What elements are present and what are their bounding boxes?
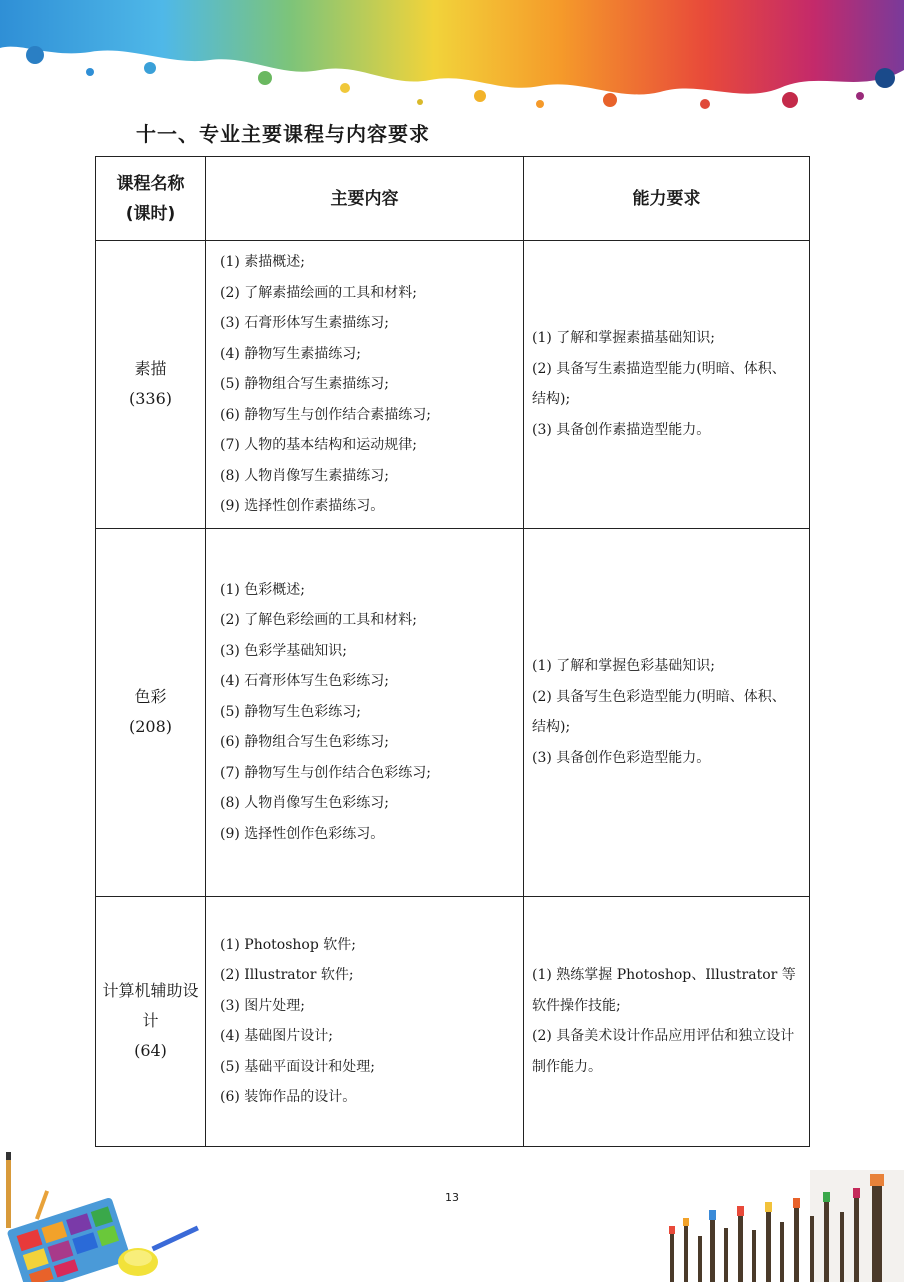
course-hours: (64): [134, 1041, 167, 1060]
course-content-list: [220, 930, 513, 1113]
list-item: (2) 了解色彩绘画的工具和材料;: [220, 612, 417, 629]
list-item: (4) 基础图片设计;: [220, 1028, 333, 1044]
course-name-cell: [96, 528, 206, 896]
list-item: (5) 静物写生色彩练习;: [220, 703, 361, 720]
requirements-cell: [524, 896, 810, 1146]
section-heading: 十一、专业主要课程与内容要求: [136, 122, 430, 146]
requirement-item: (2) 具备写生素描造型能力(明暗、体积、结构);: [532, 360, 786, 408]
course-content-cell: [206, 241, 524, 529]
list-item: (9) 选择性创作色彩练习。: [220, 825, 385, 842]
paint-brushes-illustration: [650, 1170, 904, 1282]
list-item: (7) 人物的基本结构和运动规律;: [220, 437, 417, 453]
list-item: (1) 素描概述;: [220, 254, 305, 270]
requirement-item: (3) 具备创作素描造型能力。: [532, 421, 711, 438]
list-item: (3) 图片处理;: [220, 997, 305, 1014]
requirements-cell: [524, 241, 810, 529]
course-name-cell: [96, 896, 206, 1146]
course-hours: (208): [128, 717, 173, 736]
list-item: (6) 静物组合写生色彩练习;: [220, 734, 389, 751]
requirement-item: (3) 具备创作色彩造型能力。: [532, 749, 711, 766]
course-hours: (336): [128, 389, 173, 409]
table-row: [96, 528, 810, 896]
header-ability-requirements: 能力要求: [524, 157, 810, 241]
list-item: (1) 色彩概述;: [220, 581, 305, 598]
course-content-cell: [206, 528, 524, 896]
list-item: (1) Photoshop 软件;: [220, 936, 356, 953]
requirement-item: (2) 具备写生色彩造型能力(明暗、体积、结构);: [532, 688, 786, 735]
list-item: (2) Illustrator 软件;: [220, 967, 354, 983]
requirement-item: (1) 熟练掌握 Photoshop、Illustrator 等软件操作技能;: [532, 967, 796, 1014]
list-item: (3) 石膏形体写生素描练习;: [220, 315, 389, 331]
list-item: (8) 人物肖像写生素描练习;: [220, 467, 389, 484]
course-name: 素描: [134, 359, 167, 379]
paint-splash-banner: [0, 0, 904, 120]
course-content-list: [220, 247, 513, 522]
course-name: 色彩: [134, 687, 167, 706]
table-header-row: [96, 157, 810, 241]
list-item: (4) 静物写生素描练习;: [220, 345, 361, 362]
requirement-item: (1) 了解和掌握素描基础知识;: [532, 330, 715, 347]
list-item: (8) 人物肖像写生色彩练习;: [220, 795, 389, 812]
header-course-name: [96, 157, 206, 241]
list-item: (7) 静物写生与创作结合色彩练习;: [220, 764, 431, 781]
header-course-name-label: 课程名称: [116, 173, 185, 194]
page-number: 13: [445, 1191, 459, 1204]
list-item: (4) 石膏形体写生色彩练习;: [220, 673, 389, 690]
course-table: [95, 156, 810, 1147]
list-item: (5) 静物组合写生素描练习;: [220, 376, 389, 392]
header-main-content: 主要内容: [206, 157, 524, 241]
requirement-item: (1) 了解和掌握色彩基础知识;: [532, 658, 715, 674]
header-course-hours-label: (课时): [125, 203, 176, 224]
list-item: (3) 色彩学基础知识;: [220, 642, 347, 659]
course-name: 计算机辅助设计: [102, 981, 199, 1030]
requirement-item: (2) 具备美术设计作品应用评估和独立设计制作能力。: [532, 1028, 795, 1075]
table-row: [96, 896, 810, 1146]
list-item: (6) 装饰作品的设计。: [220, 1089, 357, 1105]
course-name-cell: [96, 241, 206, 529]
course-content-list: [220, 575, 513, 850]
list-item: (5) 基础平面设计和处理;: [220, 1058, 375, 1075]
list-item: (6) 静物写生与创作结合素描练习;: [220, 406, 431, 423]
list-item: (2) 了解素描绘画的工具和材料;: [220, 284, 417, 301]
paint-palette-illustration: [0, 1150, 210, 1282]
list-item: (9) 选择性创作素描练习。: [220, 498, 385, 514]
requirements-cell: [524, 528, 810, 896]
table-row: [96, 241, 810, 529]
course-content-cell: [206, 896, 524, 1146]
